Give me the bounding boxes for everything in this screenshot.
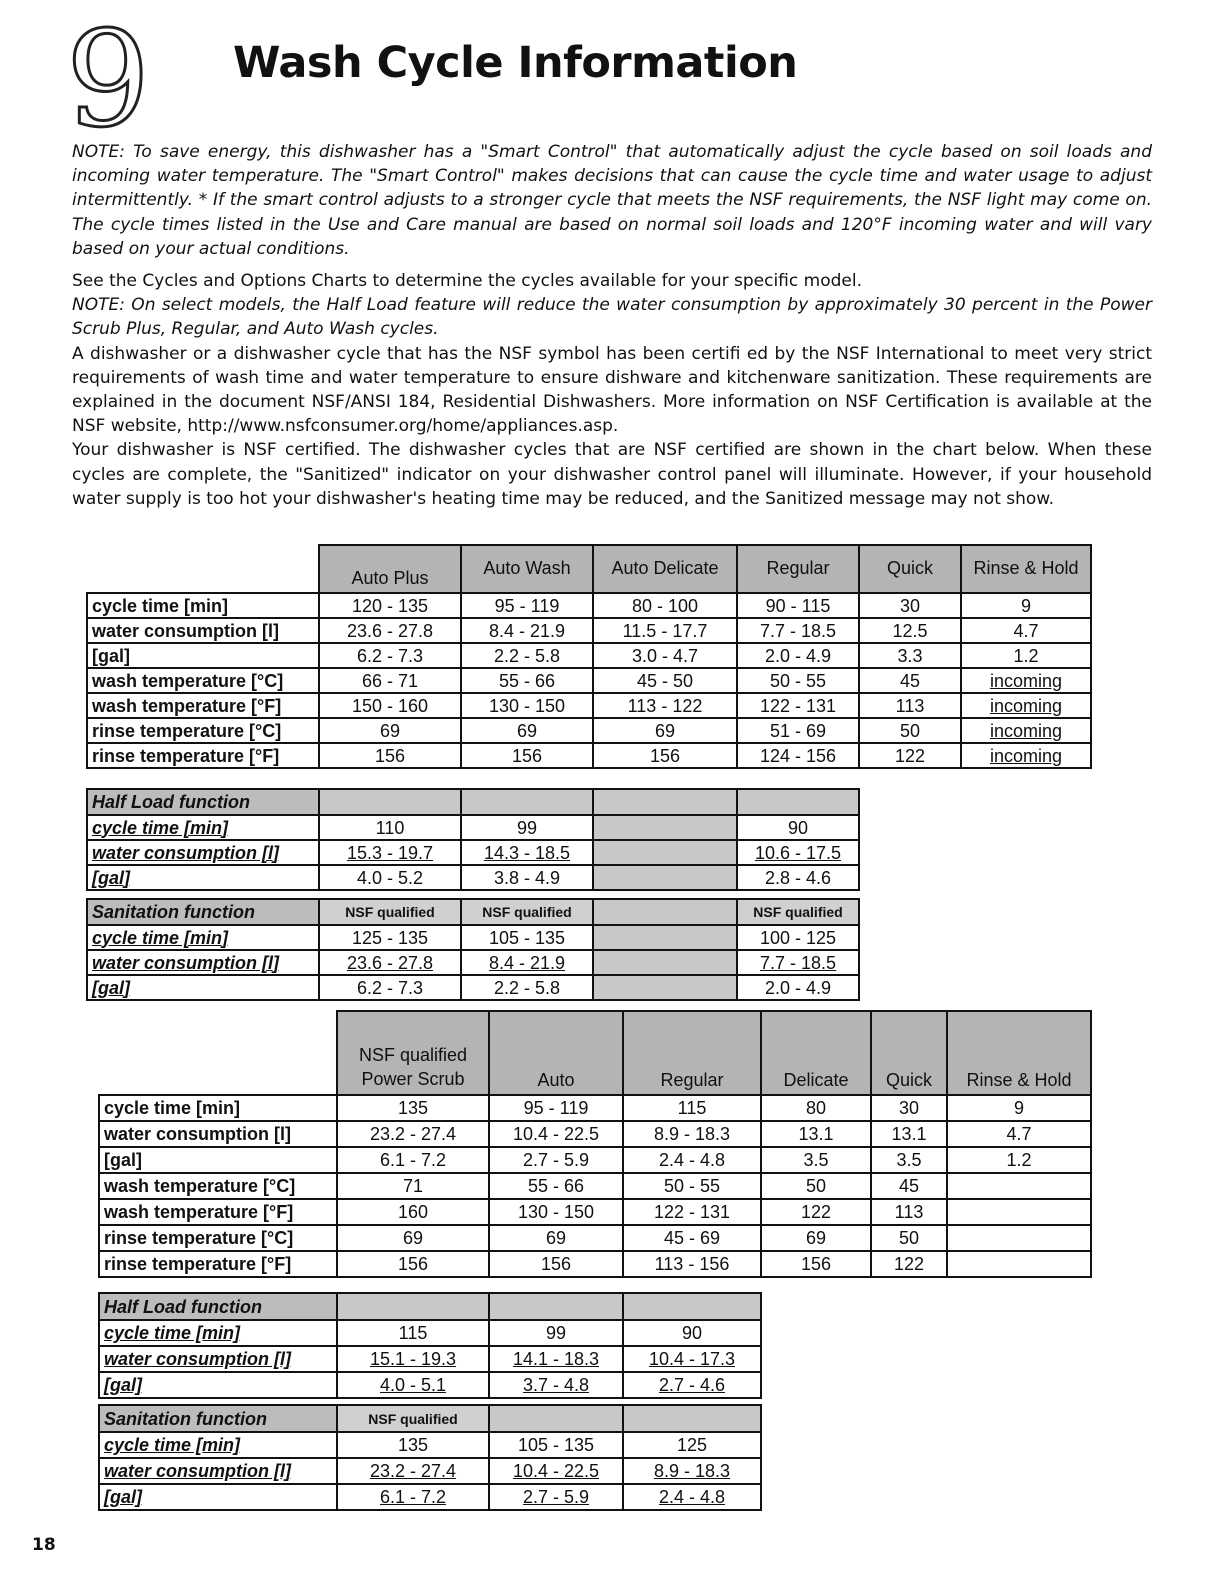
cell: 156 [461, 743, 593, 768]
table-row [87, 718, 1091, 743]
section-header-row [87, 789, 859, 815]
cell: 2.0 - 4.9 [737, 975, 859, 1000]
table-row [87, 865, 859, 890]
cell [947, 1225, 1091, 1251]
cell: 130 - 150 [489, 1199, 623, 1225]
row-label: water consumption [l] [99, 1121, 337, 1147]
cell: 9 [947, 1095, 1091, 1121]
cell: 6.2 - 7.3 [319, 975, 461, 1000]
row-label: cycle time [min] [87, 815, 319, 840]
smart-control-note: NOTE: To save energy, this dishwasher has a "Smart Control" that automatically adjust the cycle based on soil loads and incoming water temperature. The "Smart Control" makes decisions that can cause the cycle time and water usage to adjust intermittently. * If the smart control adjusts to a stronger cycle that meets the NSF requirements, the NSF light may come on. The cycle times listed in the Use and Care manual are based on normal soil loads and 120°F incoming water and will vary based on your actual conditions. [72, 142, 1152, 259]
col-header: Quick [859, 545, 961, 593]
cell: 122 [871, 1251, 947, 1277]
page-number: 18 [32, 1535, 56, 1555]
table-row [99, 1458, 761, 1484]
cell: 99 [461, 815, 593, 840]
cell [593, 815, 737, 840]
cell [947, 1251, 1091, 1277]
cell: 122 [761, 1199, 871, 1225]
section-header-row [99, 1293, 761, 1320]
cell: 69 [319, 718, 461, 743]
cell: 51 - 69 [737, 718, 859, 743]
half-load-note: NOTE: On select models, the Half Load feature will reduce the water consumption by approximately 30 percent in the Power Scrub Plus, Regular, and Auto Wash cycles. [72, 295, 1152, 340]
cell [947, 1199, 1091, 1225]
cell: 80 - 100 [593, 593, 737, 618]
cell: 95 - 119 [489, 1095, 623, 1121]
chart1-header-row [87, 545, 1091, 593]
section-title: Sanitation function [87, 899, 319, 925]
cell: incoming [961, 668, 1091, 693]
nsf-symbol-paragraph: A dishwasher or a dishwasher cycle that has the NSF symbol has been certifi ed by the NSF International to meet very strict requirements of wash time and water temperature to ensure dishware and kitchenware sanitization. These requirements are explained in the document NSF/ANSI 184, Residential Dishwashers. More information on NSF Certification is available at the NSF website, http://www.nsfconsumer.org/home/appliances.asp. [72, 343, 1152, 437]
section-header-row [99, 1405, 761, 1432]
cell: 105 - 135 [461, 925, 593, 950]
table-row [87, 975, 859, 1000]
cell: 2.2 - 5.8 [461, 975, 593, 1000]
cell: 115 [623, 1095, 761, 1121]
cell: 23.6 - 27.8 [319, 950, 461, 975]
cell: 2.8 - 4.6 [737, 865, 859, 890]
row-label: water consumption [l] [87, 840, 319, 865]
table-row [87, 643, 1091, 668]
row-label: rinse temperature [°C] [87, 718, 319, 743]
table-row [99, 1372, 761, 1398]
cell: 156 [489, 1251, 623, 1277]
cell: 6.1 - 7.2 [337, 1147, 489, 1173]
table-row [87, 618, 1091, 643]
cell: 80 [761, 1095, 871, 1121]
cell: 3.8 - 4.9 [461, 865, 593, 890]
cell: 8.4 - 21.9 [461, 950, 593, 975]
cell: 1.2 [961, 643, 1091, 668]
section-title: Half Load function [87, 789, 319, 815]
cell: 90 [737, 815, 859, 840]
cell: 3.5 [871, 1147, 947, 1173]
cell: 6.2 - 7.3 [319, 643, 461, 668]
section-title: Half Load function [99, 1293, 337, 1320]
cell: 66 - 71 [319, 668, 461, 693]
col-header: Auto [489, 1011, 623, 1095]
cell: 3.0 - 4.7 [593, 643, 737, 668]
row-label: water consumption [l] [99, 1346, 337, 1372]
table-row [99, 1173, 1091, 1199]
table-row [87, 950, 859, 975]
cycles-options-paragraph: See the Cycles and Options Charts to determine the cycles available for your specific model. [72, 271, 862, 292]
cell: 4.7 [961, 618, 1091, 643]
cell: 15.3 - 19.7 [319, 840, 461, 865]
cell: 71 [337, 1173, 489, 1199]
row-label: cycle time [min] [99, 1095, 337, 1121]
cell: 120 - 135 [319, 593, 461, 618]
cell: 11.5 - 17.7 [593, 618, 737, 643]
cell: 50 [871, 1225, 947, 1251]
cell: incoming [961, 718, 1091, 743]
cell: 90 - 115 [737, 593, 859, 618]
cell: 135 [337, 1095, 489, 1121]
cell: 8.9 - 18.3 [623, 1458, 761, 1484]
cell: 45 - 50 [593, 668, 737, 693]
cell: 50 [859, 718, 961, 743]
col-header: Rinse & Hold [961, 545, 1091, 593]
cell: 10.4 - 17.3 [623, 1346, 761, 1372]
table-row [87, 840, 859, 865]
cycle-chart-1 [86, 544, 1092, 769]
cell: 23.2 - 27.4 [337, 1121, 489, 1147]
sanitation-table-2 [98, 1404, 762, 1511]
row-label: [gal] [99, 1484, 337, 1510]
cell: 135 [337, 1432, 489, 1458]
col-header: Delicate [761, 1011, 871, 1095]
header-power-scrub: Power Scrub [361, 1069, 465, 1089]
cell: 90 [623, 1320, 761, 1346]
row-label: cycle time [min] [87, 593, 319, 618]
cell: 30 [859, 593, 961, 618]
cell: 45 - 69 [623, 1225, 761, 1251]
section-title: Sanitation function [99, 1405, 337, 1432]
cell: 113 [871, 1199, 947, 1225]
row-label: wash temperature [°C] [99, 1173, 337, 1199]
cell: 4.7 [947, 1121, 1091, 1147]
chapter-number: 9 [66, 3, 150, 157]
row-label: rinse temperature [°F] [99, 1251, 337, 1277]
table-row [87, 693, 1091, 718]
row-label: wash temperature [°F] [87, 693, 319, 718]
nsf-qualified-label: NSF qualified [337, 1405, 489, 1432]
cell: 69 [593, 718, 737, 743]
cell: 115 [337, 1320, 489, 1346]
cell: 55 - 66 [461, 668, 593, 693]
cell [593, 840, 737, 865]
nsf-qualified-label: NSF qualified [737, 899, 859, 925]
cell: 6.1 - 7.2 [337, 1484, 489, 1510]
row-label: cycle time [min] [99, 1432, 337, 1458]
page-title: Wash Cycle Information [233, 38, 798, 88]
cell: 69 [761, 1225, 871, 1251]
cell: 122 - 131 [737, 693, 859, 718]
nsf-qualified-label: NSF qualified [461, 899, 593, 925]
row-label: wash temperature [°F] [99, 1199, 337, 1225]
table-row [99, 1346, 761, 1372]
cell: 10.6 - 17.5 [737, 840, 859, 865]
row-label: [gal] [87, 643, 319, 668]
row-label: water consumption [l] [99, 1458, 337, 1484]
cell: 113 [859, 693, 961, 718]
cell [593, 925, 737, 950]
table-row [87, 743, 1091, 768]
cell: 2.7 - 5.9 [489, 1147, 623, 1173]
col-header: Auto Wash [461, 545, 593, 593]
cell: 122 - 131 [623, 1199, 761, 1225]
cell: 23.6 - 27.8 [319, 618, 461, 643]
cell: incoming [961, 693, 1091, 718]
cell: 122 [859, 743, 961, 768]
col-header: Auto Delicate [593, 545, 737, 593]
cell: incoming [961, 743, 1091, 768]
cell: 8.4 - 21.9 [461, 618, 593, 643]
cell: 95 - 119 [461, 593, 593, 618]
table-row [87, 815, 859, 840]
half-load-table-1 [86, 788, 860, 891]
table-row [99, 1225, 1091, 1251]
cell: 50 - 55 [737, 668, 859, 693]
cell: 113 - 156 [623, 1251, 761, 1277]
cell: 7.7 - 18.5 [737, 618, 859, 643]
col-header-power-scrub [337, 1011, 489, 1095]
nsf-qualified-label [623, 1405, 761, 1432]
row-label: [gal] [87, 975, 319, 1000]
nsf-qualified-label: NSF qualified [319, 899, 461, 925]
row-label: wash temperature [°C] [87, 668, 319, 693]
cell: 156 [319, 743, 461, 768]
row-label: rinse temperature [°C] [99, 1225, 337, 1251]
row-label: water consumption [l] [87, 618, 319, 643]
cell: 1.2 [947, 1147, 1091, 1173]
cell: 69 [489, 1225, 623, 1251]
cell: 2.4 - 4.8 [623, 1484, 761, 1510]
cell: 4.0 - 5.1 [337, 1372, 489, 1398]
cell: 7.7 - 18.5 [737, 950, 859, 975]
table-row [99, 1432, 761, 1458]
table-row [99, 1320, 761, 1346]
cell: 99 [489, 1320, 623, 1346]
cell: 55 - 66 [489, 1173, 623, 1199]
sanitation-table-1 [86, 898, 860, 1001]
nsf-certified-paragraph: Your dishwasher is NSF certified. The dishwasher cycles that are NSF certified are shown in the chart below. When these cycles are complete, the "Sanitized" indicator on your dishwasher control panel will illuminate. However, if your household water supply is too hot your dishwasher's heating time may be reduced, and the Sanitized message may not show. [72, 440, 1152, 509]
cell: 10.4 - 22.5 [489, 1458, 623, 1484]
col-header: Rinse & Hold [947, 1011, 1091, 1095]
cell: 3.3 [859, 643, 961, 668]
cell: 2.7 - 5.9 [489, 1484, 623, 1510]
cell: 30 [871, 1095, 947, 1121]
table-row [99, 1199, 1091, 1225]
cell: 160 [337, 1199, 489, 1225]
cell: 45 [871, 1173, 947, 1199]
cell: 13.1 [871, 1121, 947, 1147]
table-row [99, 1095, 1091, 1121]
cell [593, 950, 737, 975]
cell: 110 [319, 815, 461, 840]
cell: 69 [461, 718, 593, 743]
cell: 15.1 - 19.3 [337, 1346, 489, 1372]
row-label: rinse temperature [°F] [87, 743, 319, 768]
cell: 3.7 - 4.8 [489, 1372, 623, 1398]
cell: 50 - 55 [623, 1173, 761, 1199]
cell: 45 [859, 668, 961, 693]
cell: 125 [623, 1432, 761, 1458]
cell: 150 - 160 [319, 693, 461, 718]
cell [593, 865, 737, 890]
cell: 105 - 135 [489, 1432, 623, 1458]
half-load-table-2 [98, 1292, 762, 1399]
cell: 156 [337, 1251, 489, 1277]
cell: 100 - 125 [737, 925, 859, 950]
cell: 2.4 - 4.8 [623, 1147, 761, 1173]
cell: 69 [337, 1225, 489, 1251]
section-header-row [87, 899, 859, 925]
cell: 2.0 - 4.9 [737, 643, 859, 668]
row-label: [gal] [87, 865, 319, 890]
cell: 125 - 135 [319, 925, 461, 950]
row-label: [gal] [99, 1147, 337, 1173]
intro-text [72, 140, 1152, 511]
cell: 9 [961, 593, 1091, 618]
cell: 156 [593, 743, 737, 768]
table-row [99, 1484, 761, 1510]
cell [593, 975, 737, 1000]
table-row [87, 925, 859, 950]
cell: 124 - 156 [737, 743, 859, 768]
cell: 8.9 - 18.3 [623, 1121, 761, 1147]
cell [947, 1173, 1091, 1199]
row-label: cycle time [min] [99, 1320, 337, 1346]
cell: 10.4 - 22.5 [489, 1121, 623, 1147]
row-label: cycle time [min] [87, 925, 319, 950]
header-nsf-qualified: NSF qualified [358, 1045, 468, 1065]
col-header: Regular [737, 545, 859, 593]
nsf-qualified-label [593, 899, 737, 925]
cell: 13.1 [761, 1121, 871, 1147]
col-header: Quick [871, 1011, 947, 1095]
col-header: Regular [623, 1011, 761, 1095]
nsf-qualified-label [489, 1405, 623, 1432]
cell: 2.2 - 5.8 [461, 643, 593, 668]
cell: 130 - 150 [461, 693, 593, 718]
cell: 50 [761, 1173, 871, 1199]
cell: 156 [761, 1251, 871, 1277]
table-row [87, 668, 1091, 693]
row-label: [gal] [99, 1372, 337, 1398]
col-header: Auto Plus [319, 545, 461, 593]
cell: 12.5 [859, 618, 961, 643]
chart2-header-row [99, 1011, 1091, 1095]
cell: 23.2 - 27.4 [337, 1458, 489, 1484]
cell: 14.3 - 18.5 [461, 840, 593, 865]
cell: 113 - 122 [593, 693, 737, 718]
table-row [99, 1251, 1091, 1277]
row-label: water consumption [l] [87, 950, 319, 975]
table-row [99, 1147, 1091, 1173]
cell: 2.7 - 4.6 [623, 1372, 761, 1398]
table-row [87, 593, 1091, 618]
cell: 4.0 - 5.2 [319, 865, 461, 890]
table-row [99, 1121, 1091, 1147]
cycle-chart-2 [98, 1010, 1092, 1278]
cell: 3.5 [761, 1147, 871, 1173]
cell: 14.1 - 18.3 [489, 1346, 623, 1372]
